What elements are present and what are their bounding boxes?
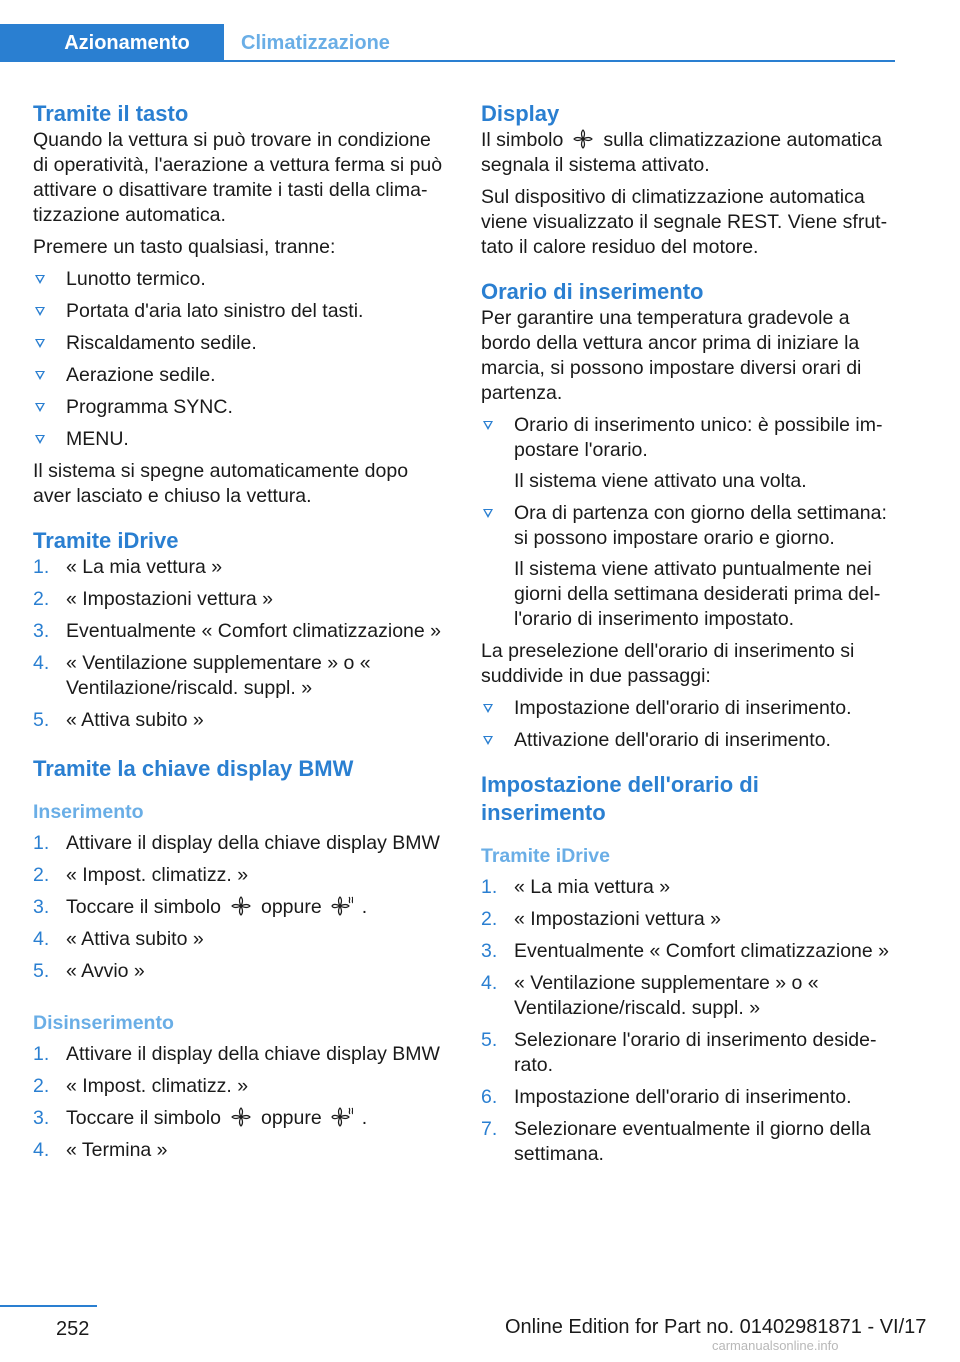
page-number: 252 [56,1318,90,1340]
list-item: 1. Attivare il display della chiave display BMW [33,832,440,854]
subheading-inserimento: Inserimento [33,801,144,823]
list-item: 5. Selezionare l'orario di inserimento deside-rato. [481,1029,877,1076]
section-tab-azionamento: Azionamento [0,24,224,62]
fan-icon [572,129,594,149]
list-item: 3. Eventualmente « Comfort climatizzazione » [481,940,890,962]
triangle-bullet-icon [35,307,45,316]
heading-orario-inserimento: Orario di inserimento [481,279,704,304]
list-item: 3. Toccare il simbolo oppure . [33,1107,368,1129]
heading-chiave-display: Tramite la chiave display BMW [33,756,354,781]
right-column [481,100,896,1174]
list-item: 3. Eventualmente « Comfort climatizzazione » [33,620,442,642]
list-item: Ora di partenza con giorno della settimana: si possono impostare orario e giorno. Il sistema viene attivato puntualmente nei giorni della settimana desiderati prima del-l'orario di inserimento impostato. [481,501,896,632]
list-item: Programma SYNC. [33,395,448,420]
list-item: 2. « Impost. climatizz. » [33,1075,249,1097]
paragraph: Premere un tasto qualsiasi, tranne: [33,236,336,258]
heading-tramite-idrive: Tramite iDrive [33,528,179,553]
paragraph: Il sistema si spegne automaticamente dopo aver lasciato e chiuso la vettura. [33,460,409,507]
header-rule [0,60,895,62]
triangle-bullet-icon [35,339,45,348]
left-column [33,100,448,1170]
list-item: 2. « Impostazioni vettura » [481,908,722,930]
triangle-bullet-icon [483,509,493,518]
impostazione-steps [481,875,896,1167]
list-item: 4. « Attiva subito » [33,928,204,950]
list-item: 1. « La mia vettura » [481,876,671,898]
list-item: 4. « Termina » [33,1139,168,1161]
watermark: carmanualsonline.info [712,1338,839,1353]
paragraph: Sul dispositivo di climatizzazione automatica viene visualizzato il segnale REST. Viene sfrut-tato il calore residuo del motore. [481,186,888,258]
list-item: Riscaldamento sedile. [33,331,448,356]
list-item: 4. « Ventilazione supplementare » o « Ventilazione/riscald. suppl. » [33,652,371,699]
heading-tramite-il-tasto: Tramite il tasto [33,101,189,126]
list-item: Aerazione sedile. [33,363,448,388]
footer-rule [0,1305,97,1307]
exception-list [33,267,448,452]
list-item: 2. « Impost. climatizz. » [33,864,249,886]
list-item: 3. Toccare il simbolo oppure . [33,896,368,918]
list-item: Orario di inserimento unico: è possibile im-postare l'orario. Il sistema viene attivato una volta. [481,413,896,494]
disinserimento-steps [33,1042,448,1163]
list-item: 4. « Ventilazione supplementare » o « Ventilazione/riscald. suppl. » [481,972,819,1019]
idrive-steps [33,555,448,733]
section-tab-climatizzazione: Climatizzazione [241,31,390,54]
list-item: Attivazione dell'orario di inserimento. [481,728,896,753]
heading-impostazione-orario: Impostazione dell'orario di inserimento [481,772,759,825]
triangle-bullet-icon [483,704,493,713]
orario-options-list [481,413,896,632]
heading-display: Display [481,101,560,126]
triangle-bullet-icon [483,736,493,745]
fan-icon [230,896,252,916]
list-item: MENU. [33,427,448,452]
fan-icon [230,1107,252,1127]
triangle-bullet-icon [35,275,45,284]
triangle-bullet-icon [35,403,45,412]
passaggi-list [481,696,896,753]
list-item: Portata d'aria lato sinistro del tasti. [33,299,448,324]
paragraph: La preselezione dell'orario di inserimento si suddivide in due passaggi: [481,640,855,687]
edition-note: Online Edition for Part no. 01402981871 - VI/17 [505,1316,927,1338]
triangle-bullet-icon [35,435,45,444]
list-item: 6. Impostazione dell'orario di inserimento. [481,1086,852,1108]
list-item: 7. Selezionare eventualmente il giorno della settimana. [481,1118,871,1165]
fan-heat-icon [331,896,353,916]
paragraph: Quando la vettura si può trovare in condizione di operatività, l'aerazione a vettura ferma si può attivare o disattivare tramite i tasti della clima-tizzazione automatica. [33,129,443,226]
list-item: 1. « La mia vettura » [33,556,223,578]
list-item: Impostazione dell'orario di inserimento. [481,696,896,721]
list-item: 2. « Impostazioni vettura » [33,588,274,610]
paragraph: Per garantire una temperatura gradevole a bordo della vettura ancor prima di iniziare la marcia, si possono impostare diversi orari di partenza. [481,307,862,404]
subheading-disinserimento: Disinserimento [33,1012,174,1034]
fan-heat-icon [331,1107,353,1127]
inserimento-steps [33,831,448,984]
list-item: 5. « Avvio » [33,960,145,982]
list-item: 5. « Attiva subito » [33,709,204,731]
list-item: Lunotto termico. [33,267,448,292]
list-item: 1. Attivare il display della chiave display BMW [33,1043,440,1065]
triangle-bullet-icon [483,421,493,430]
subheading-tramite-idrive: Tramite iDrive [481,845,610,867]
page-header [0,0,895,62]
paragraph: Il simbolo sulla climatizzazione automatica segnala il sistema attivato. [481,129,882,176]
triangle-bullet-icon [35,371,45,380]
